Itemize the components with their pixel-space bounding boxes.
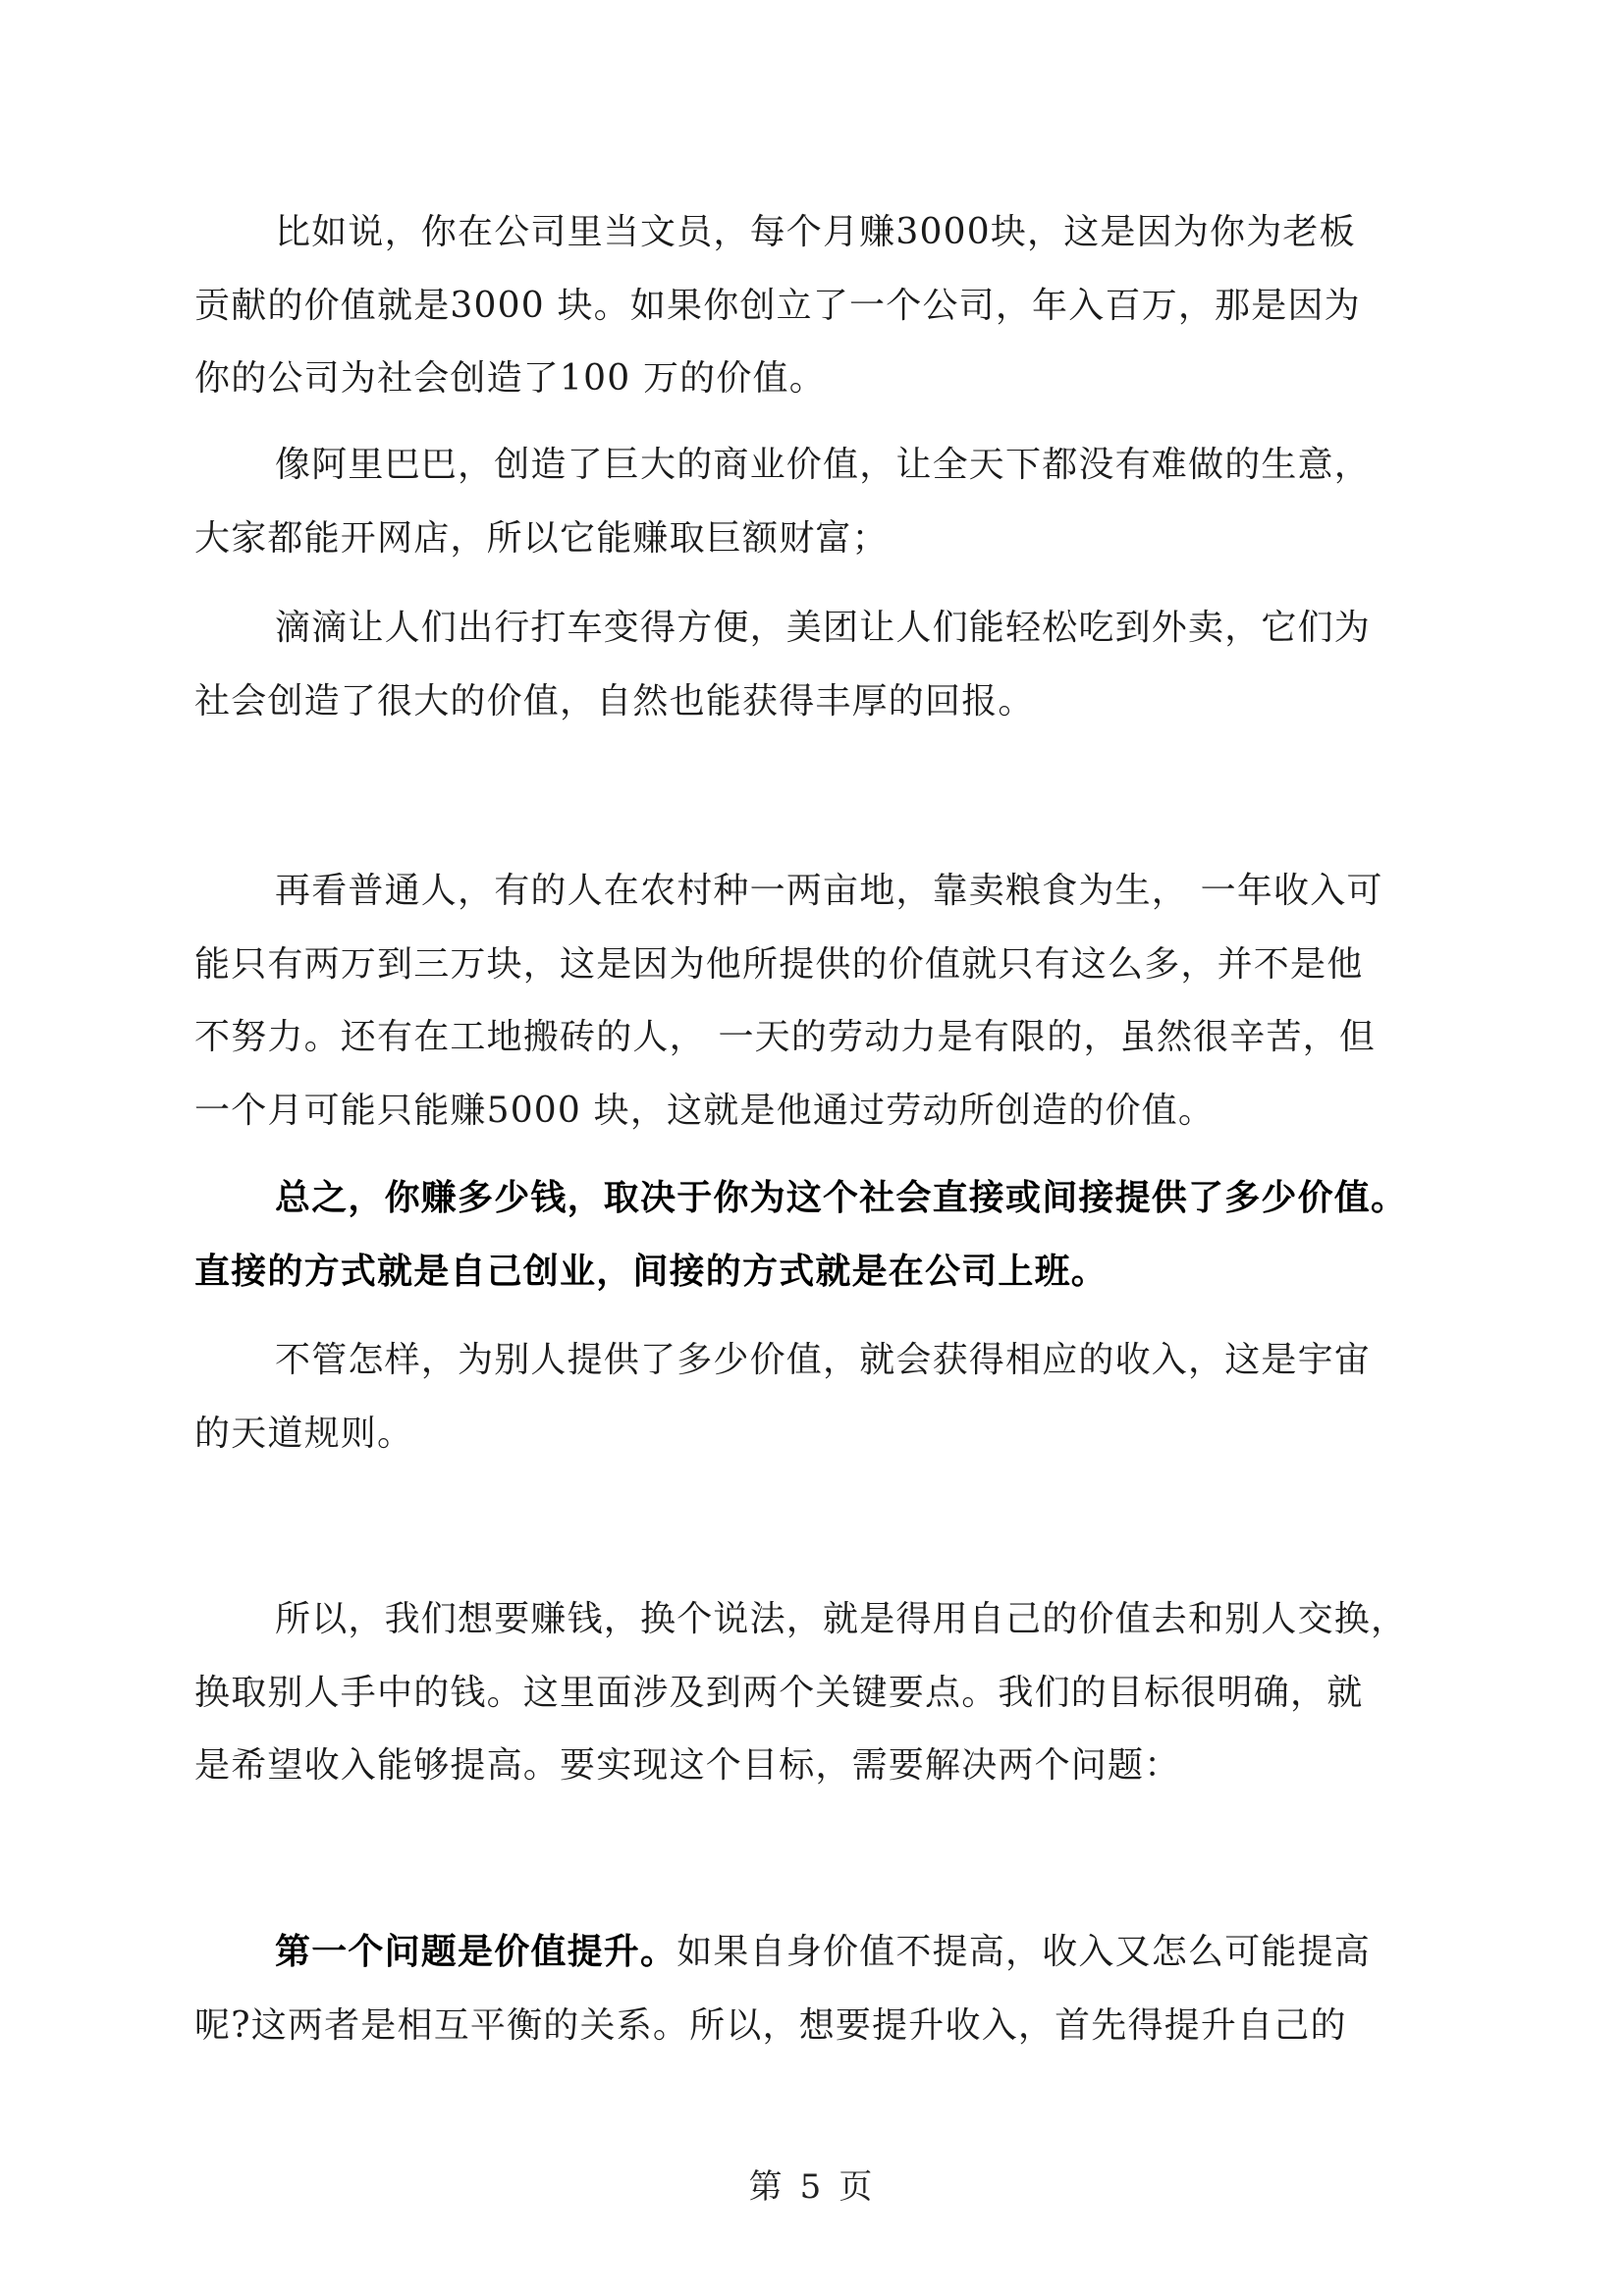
paragraph-exchange-value [194,1583,1422,1803]
text-line: 是希望收入能够提高。要实现这个目标，需要解决两个问题： [194,1745,1181,1786]
text-line: 总之，你赚多少钱，取决于你为这个社会直接或间接提供了多少价值。 [275,1177,1408,1218]
text-line: 呢?这两者是相互平衡的关系。所以，想要提升收入，首先得提升自己的 [194,2004,1347,2046]
text-line: 贡献的价值就是3000 块。如果你创立了一个公司，年入百万，那是因为 [194,285,1361,326]
text-line: 的天道规则。 [194,1413,414,1454]
bold-lead-text: 第一个问题是价值提升。 [275,1931,677,1972]
text-line: 换取别人手中的钱。这里面涉及到两个关键要点。我们的目标很明确，就 [194,1672,1364,1713]
text-line: 大家都能开网店，所以它能赚取巨额财富； [194,517,889,559]
text-line: 不努力。还有在工地搬砖的人， 一天的劳动力是有限的，虽然很辛苦，但 [194,1017,1377,1057]
paragraph-salary-example [194,196,1422,416]
text-line: 一个月可能只能赚5000 块，这就是他通过劳动所创造的价值。 [194,1090,1216,1131]
text-line: 不管怎样，为别人提供了多少价值，就会获得相应的收入，这是宇宙 [275,1340,1372,1380]
page-number-suffix: 页 [839,2167,875,2207]
page-number-prefix: 第 [748,2167,784,2207]
paragraph-ordinary-people [194,855,1422,1148]
text-line: 比如说，你在公司里当文员，每个月赚3000块，这是因为你为老板 [275,212,1356,252]
text-line: 所以，我们想要赚钱，换个说法，就是得用自己的价值去和别人交换， [275,1599,1408,1639]
text-line: 再看普通人，有的人在农村种一两亩地，靠卖粮食为生， 一年收入可 [275,871,1383,911]
text-line: 直接的方式就是自己创业，间接的方式就是在公司上班。 [194,1250,1109,1292]
text-line: 像阿里巴巴，创造了巨大的商业价值，让全天下都没有难做的生意， [275,445,1372,485]
paragraph-summary-bold [194,1161,1422,1308]
text-line [194,1915,1422,1990]
paragraph-didi-meituan-example [194,592,1422,738]
text-line: 社会创造了很大的价值，自然也能获得丰厚的回报。 [194,680,1035,721]
page-number: 5 [799,2167,824,2207]
text-line: 你的公司为社会创造了100 万的价值。 [194,358,826,399]
text-line: 能只有两万到三万块，这是因为他所提供的价值就只有这么多，并不是他 [194,943,1364,985]
paragraph-universal-rule [194,1324,1422,1470]
paragraph-alibaba-example [194,429,1422,575]
paragraph-first-problem [194,1915,1422,2062]
text-line-rest: 如果自身价值不提高，收入又怎么可能提高 [676,1932,1372,1972]
page-footer [0,2164,1623,2210]
text-line: 滴滴让人们出行打车变得方便，美团让人们能轻松吃到外卖，它们为 [275,608,1372,648]
